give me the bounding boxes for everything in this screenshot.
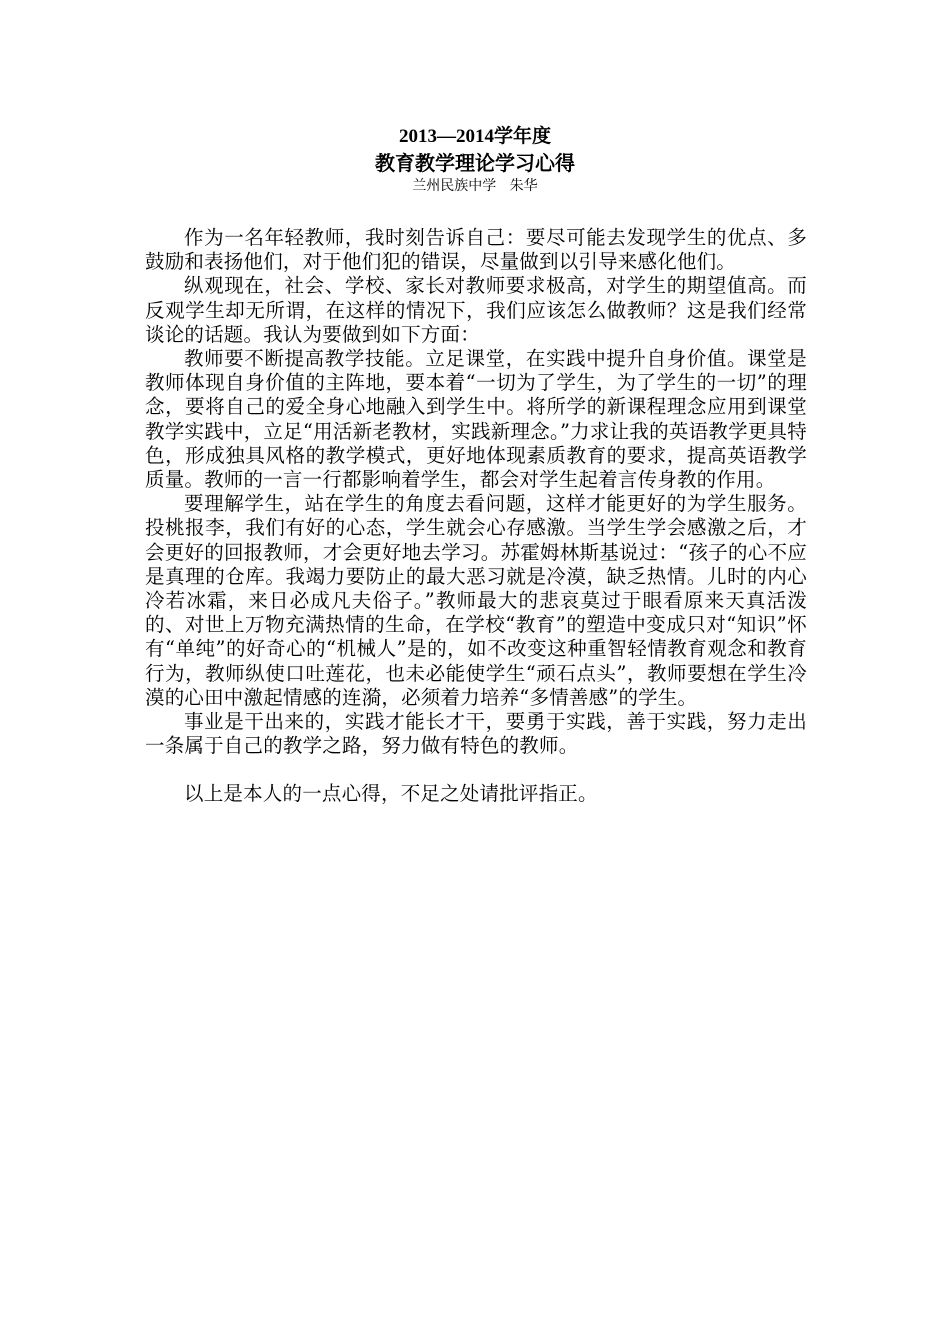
author-name: 朱华 — [509, 178, 538, 194]
paragraph-3: 教师要不断提高教学技能。立足课堂，在实践中提升自身价值。课堂是教师体现自身价值的主阵地，要本着“一切为了学生，为了学生的一切”的理念，要将自己的爱全身心地融入到学生中。将所学的新课程理念应用到课堂教学实践中，立足“用活新老教材，实践新理念。”力求让我的英语教学更具特色，形成独具风格的教学模式，更好地体现素质教育的要求，提高英语教学质量。教师的一言一行都影响着学生，都会对学生起着言传身教的作用。 — [145, 347, 807, 492]
author-line — [145, 176, 805, 196]
document-title-year: 2013—2014学年度 — [398, 126, 551, 147]
paragraph-1: 作为一名年轻教师，我时刻告诉自己：要尽可能去发现学生的优点、多鼓励和表扬他们，对于他们犯的错误，尽量做到以引导来感化他们。 — [145, 226, 807, 274]
author-school: 兰州民族中学 — [412, 178, 497, 194]
paragraph-2: 纵观现在，社会、学校、家长对教师要求极高，对学生的期望值高。而反观学生却无所谓，在这样的情况下，我们应该怎么做教师？这是我们经常谈论的话题。我认为要做到如下方面： — [145, 274, 807, 346]
document-title: 教育教学理论学习心得 — [375, 151, 575, 175]
closing-paragraph: 以上是本人的一点心得，不足之处请批评指正。 — [184, 782, 598, 806]
paragraph-4: 要理解学生，站在学生的角度去看问题，这样才能更好的为学生服务。投桃报李，我们有好的心态，学生就会心存感激。当学生学会感激之后，才会更好的回报教师，才会更好地去学习。苏霍姆林斯基说过：“孩子的心不应是真理的仓库。我竭力要防止的最大恶习就是冷漠，缺乏热情。儿时的内心冷若冰霜，来日必成凡夫俗子。”教师最大的悲哀莫过于眼看原来天真活泼的、对世上万物充满热情的生命，在学校“教育”的塑造中变成只对“知识”怀有“单纯”的好奇心的“机械人”是的，如不改变这种重智轻情教育观念和教育行为，教师纵使口吐莲花，也未必能使学生“顽石点头”，教师要想在学生冷漠的心田中激起情感的连漪，必须着力培养“多情善感”的学生。 — [145, 492, 807, 709]
paragraph-5: 事业是干出来的，实践才能长才干，要勇于实践，善于实践，努力走出一条属于自己的教学之路，努力做有特色的教师。 — [145, 710, 807, 758]
document-body — [145, 226, 807, 807]
